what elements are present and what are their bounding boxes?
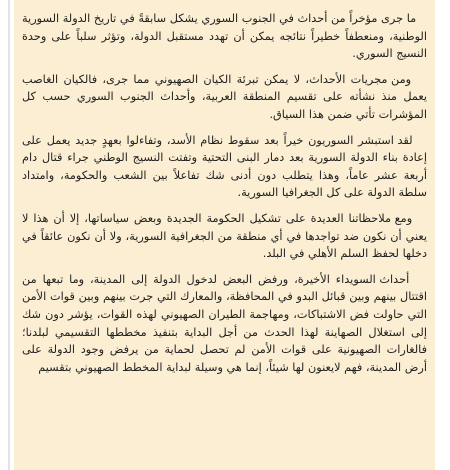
article-paragraph-4: ومع ملاحظاتنا العديدة على تشكيل الحكومة الجديدة وبعض سياساتها، إلا أن هذا لا يعني أن نكون ضد تواجدها في أي منطقة من الجغرافية السورية، ولا أن نكون عائقاً في دخلها لحفظ السلم الأهلي في البلد. — [22, 211, 427, 261]
article-column — [14, 0, 435, 470]
article-paragraph-5: أحداث السويداء الأخيرة، ورفض البعض لدخول الدولة إلى المدينة، وما تبعها من اقتتال بينهم وبين قبائل البدو في المحافظة، والمعارك التي جرت بينهم وبين قوات الأمن التي حاولت فض الاشتباكات، ومهاجمة الطيران الصهيوني لهذه القوات، يؤشر دون شك إلى استغلال الصهاينة لهذا الحدث من أجل البداية بتنفيذ مخططها التقسيمي لبلدنا؛ فالغارات الصهيونية على قوات الأمن لم تحصل لحماية من يرفض وجود الدولة على أرض المدينة، فهم لايعنون لها شيئاً، إنما هي وسيلة لبداية المخطط الصهيوني بتقسيم — [22, 272, 427, 374]
article-paragraph-3: لقد استبشر السوريون خيراً بعد سقوط نظام الأسد، وتفاءلوا بعهدٍ جديد يعمل على إعادة بناء الدولة السورية بعد دمار البنى التحتية وتفتت النسيج الوطني جراء قتال دام أربعة عشر عاماً، وهذا يتطلب دون أدنى شك تفاعلاً بين الشعب والحكومة، وامتداد سلطة الدولة على كل الجغرافيا السورية. — [22, 133, 427, 200]
article-body — [22, 10, 427, 384]
page-edge-divider — [8, 0, 10, 470]
article-paragraph-1: ما جرى مؤخراً من أحداث في الجنوب السوري يشكل سابقةً في تاريخ الدولة السورية الوطنية، ومنعطفاً خطيراً نتائجه يمكن أن تهدد مستقبل الدولة، وتؤثر سلباً على وحدة النسيج السوري. — [22, 12, 427, 61]
article-paragraph-2: ومن مجريات الأحداث، لا يمكن تبرئة الكيان الصهيوني مما جرى، فالكيان الغاصب يعمل منذ نشأته على تقسيم المنطقة العربية، وأحداث الجنوب السوري حسب كل المؤشرات تأتي ضمن هذا السياق. — [22, 72, 427, 121]
